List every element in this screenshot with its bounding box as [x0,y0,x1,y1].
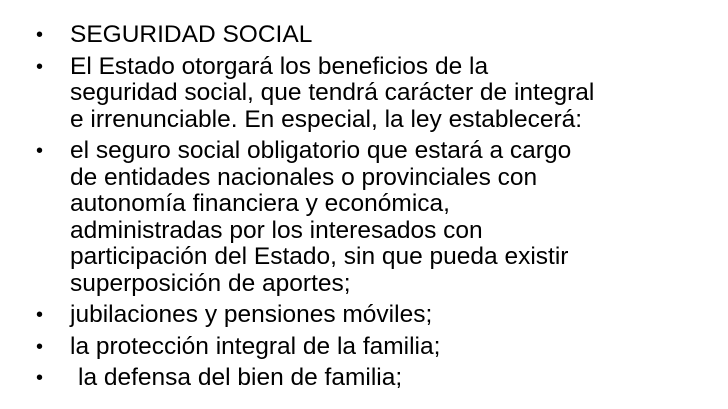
bullet-text: la defensa del bien de familia; [78,364,403,391]
bullet-item-family-protection [36,334,716,361]
bullet-dot-icon: • [36,367,44,389]
bullet-text: jubilaciones y pensiones móviles; [70,301,433,328]
bullet-dot-icon: • [36,24,44,46]
bullet-dot-icon: • [36,335,44,358]
bullet-item-social-insurance [36,138,716,297]
bullet-item-title [36,22,716,49]
bullet-dot-icon: • [36,55,44,78]
bullet-text: la protección integral de la familia; [70,332,441,360]
bullet-text: SEGURIDAD SOCIAL [70,21,313,48]
bullet-item-family-property [36,365,716,392]
bullet-item-pensions [36,302,716,329]
bullet-item-state-benefits [36,54,716,134]
bullet-dot-icon: • [36,304,44,326]
bullet-text: el seguro social obligatorio que estará a cargo de entidades nacionales o provinciales con autonomía financiera y económica, administradas por los interesados con participación del Estado, sin que pueda existir superposición de aportes; [70,137,572,297]
bullet-text: El Estado otorgará los beneficios de la seguridad social, que tendrá carácter de integral e irrenunciable. En especial, la ley establecerá: [70,52,595,133]
bullet-dot-icon: • [36,140,44,162]
bullet-list [36,22,716,397]
